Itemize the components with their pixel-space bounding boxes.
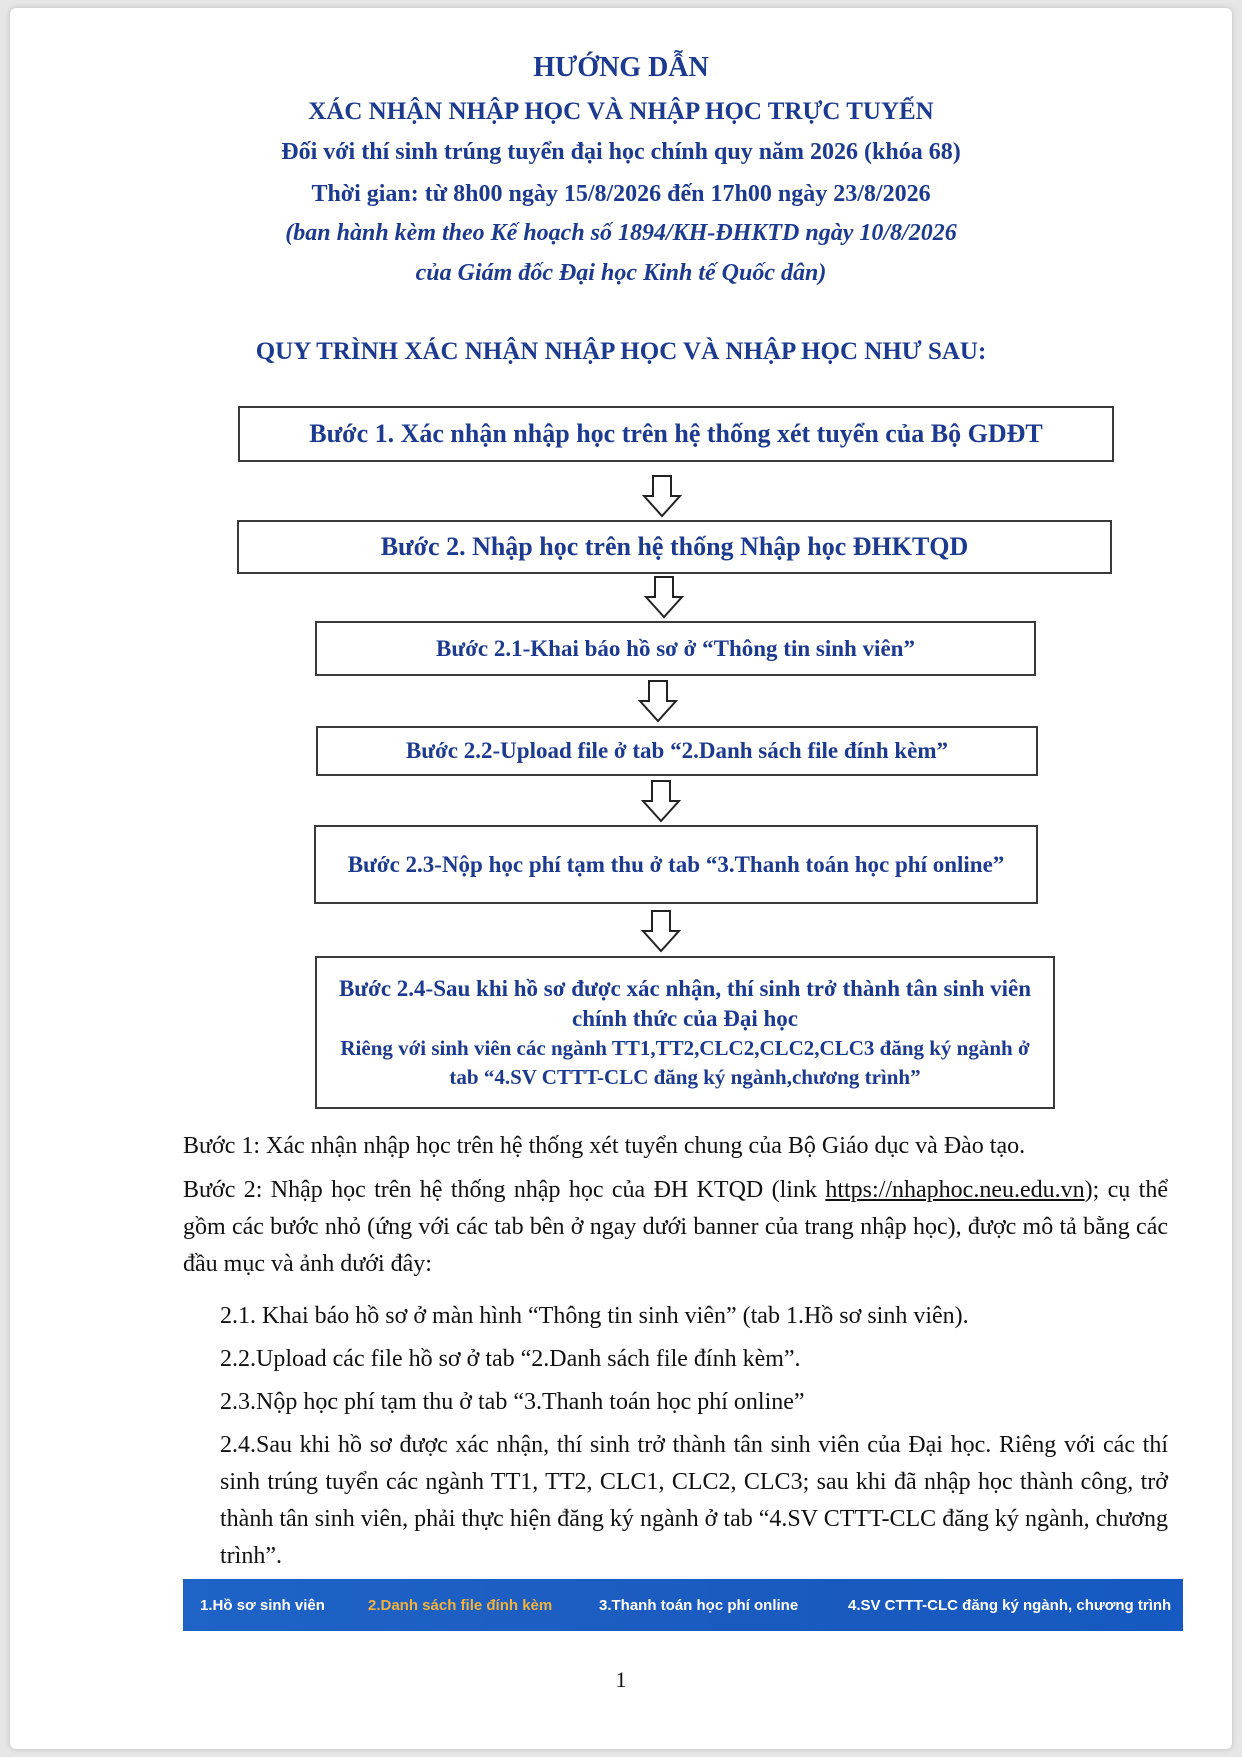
enrollment-link[interactable]: https://nhaphoc.neu.edu.vn <box>825 1177 1085 1203</box>
substep-2-3: 2.3.Nộp học phí tạm thu ở tab “3.Thanh toán học phí online” <box>220 1389 805 1415</box>
header-line-1: XÁC NHẬN NHẬP HỌC VÀ NHẬP HỌC TRỰC TUYẾN <box>308 98 934 125</box>
substep-2-1: 2.1. Khai báo hồ sơ ở màn hình “Thông tin sinh viên” (tab 1.Hồ sơ sinh viên). <box>220 1303 969 1329</box>
substep-2-4: 2.4.Sau khi hồ sơ được xác nhận, thí sinh trở thành tân sinh viên của Đại học. Riêng với các thí sinh trúng tuyển các ngành TT1, TT2, CLC1, CLC2, CLC3; sau khi đã nhập học thành công, trở thành tân sinh viên, phải thực hiện đăng ký ngành ở tab “4.SV CTTT-CLC đăng ký ngành, chương trình”. <box>220 1432 1168 1569</box>
down-arrow-icon <box>644 575 684 619</box>
flow-step-2-3 <box>314 825 1038 904</box>
paragraph-step-2-text: Bước 2: Nhập học trên hệ thống nhập học của ĐH KTQD (link <box>183 1177 826 1203</box>
enrollment-tab-bar <box>183 1579 1183 1631</box>
flow-step-2-label: Bước 2. Nhập học trên hệ thống Nhập học ĐHKTQD <box>380 532 969 562</box>
page-number: 1 <box>615 1667 627 1692</box>
header-line-5: của Giám đốc Đại học Kinh tế Quốc dân) <box>415 260 827 286</box>
flow-step-2-1 <box>315 621 1036 676</box>
tab-student-profile[interactable]: 1.Hồ sơ sinh viên <box>200 1596 325 1614</box>
substep-2-2: 2.2.Upload các file hồ sơ ở tab “2.Danh sách file đính kèm”. <box>220 1346 801 1372</box>
process-title: QUY TRÌNH XÁC NHẬN NHẬP HỌC VÀ NHẬP HỌC NHƯ SAU: <box>255 338 987 365</box>
document-page <box>10 8 1232 1749</box>
flow-step-2-2 <box>316 726 1038 776</box>
paragraph-step-1: Bước 1: Xác nhận nhập học trên hệ thống xét tuyển chung của Bộ Giáo dục và Đào tạo. <box>183 1133 1026 1159</box>
flow-step-1 <box>238 406 1114 462</box>
flow-step-2-3-label: Bước 2.3-Nộp học phí tạm thu ở tab “3.Thanh toán học phí online” <box>347 851 1005 877</box>
paragraph-step-2 <box>183 1172 1168 1283</box>
header-line-2: Đối với thí sinh trúng tuyển đại học chính quy năm 2026 (khóa 68) <box>281 139 961 165</box>
flow-step-1-label: Bước 1. Xác nhận nhập học trên hệ thống xét tuyển của Bộ GDĐT <box>309 419 1043 449</box>
header-line-4: (ban hành kèm theo Kế hoạch số 1894/KH-ĐHKTD ngày 10/8/2026 <box>285 220 957 246</box>
down-arrow-icon <box>641 779 681 823</box>
header-line-3: Thời gian: từ 8h00 ngày 15/8/2026 đến 17h00 ngày 23/8/2026 <box>311 181 931 207</box>
flow-step-2-4 <box>315 956 1055 1109</box>
down-arrow-icon <box>642 474 682 518</box>
paragraph-step-2-text-cont: ); cụ thể gồm các bước nhỏ (ứng với các tab bên ở ngay dưới banner của trang nhập học), được mô tả bằng các đầu mục và ảnh dưới đây: <box>183 1177 1168 1277</box>
flow-step-2-2-label: Bước 2.2-Upload file ở tab “2.Danh sách file đính kèm” <box>405 738 949 764</box>
tab-attachments[interactable]: 2.Danh sách file đính kèm <box>368 1596 553 1614</box>
document-title: HƯỚNG DẪN <box>533 52 709 83</box>
flow-step-2-4-label: Bước 2.4-Sau khi hồ sơ được xác nhận, thí sinh trở thành tân sinh viên chính thức của Đại học <box>338 975 1032 1031</box>
tab-major-registration[interactable]: 4.SV CTTT-CLC đăng ký ngành, chương trình <box>848 1596 1172 1614</box>
down-arrow-icon <box>638 679 678 723</box>
down-arrow-icon <box>641 909 681 953</box>
tab-online-payment[interactable]: 3.Thanh toán học phí online <box>599 1596 799 1614</box>
flow-step-2 <box>237 520 1112 574</box>
flow-step-2-1-label: Bước 2.1-Khai báo hồ sơ ở “Thông tin sinh viên” <box>436 635 915 661</box>
flow-step-2-4-note: Riêng với sinh viên các ngành TT1,TT2,CLC2,CLC2,CLC3 đăng ký ngành ở tab “4.SV CTTT-CLC đăng ký ngành,chương trình” <box>340 1035 1030 1089</box>
